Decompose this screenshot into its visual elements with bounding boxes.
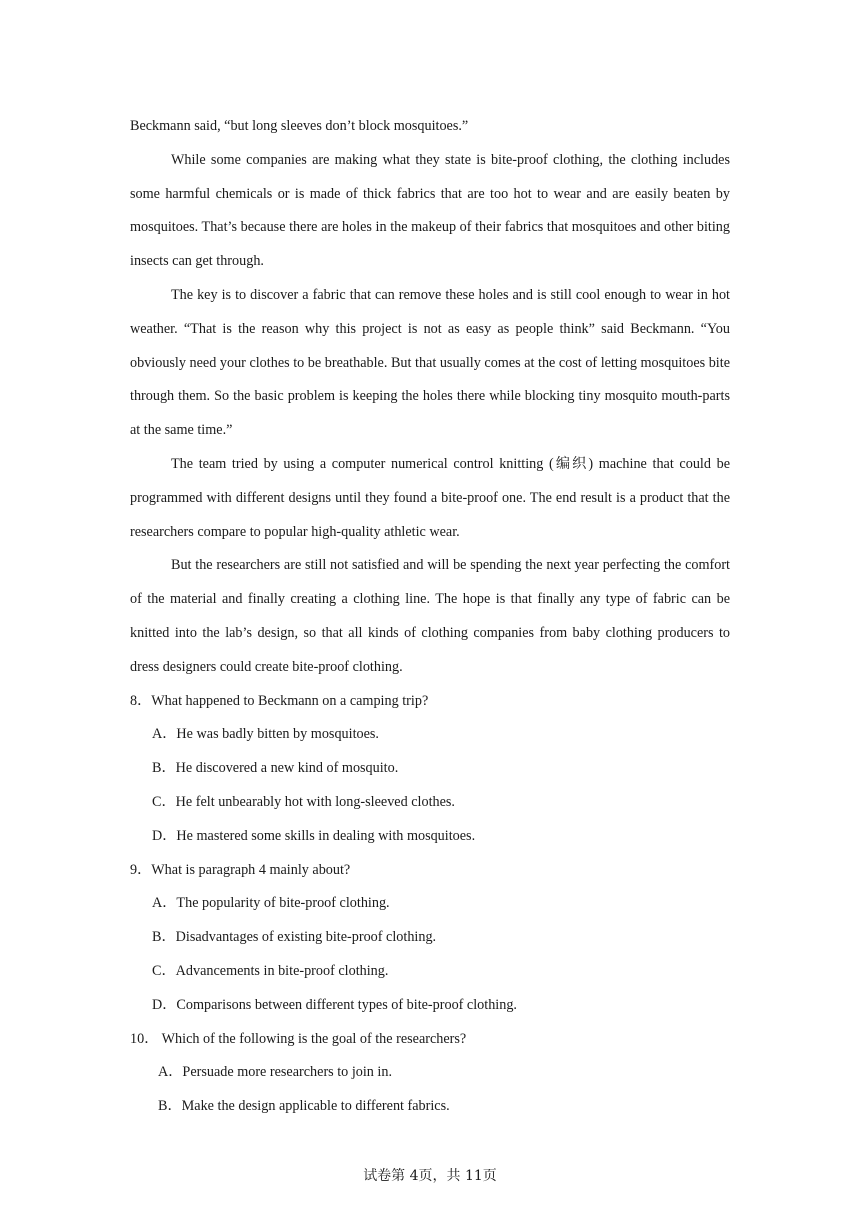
passage-paragraph: But the researchers are still not satisfied and will be spending the next year perfecting the comfort of the material and finally creating a clothing line. The hope is that finally any type of fabric can be knitted into the lab’s design, so that all kinds of clothing companies from baby clothing producers to dress designers could create bite-proof clothing. [130,557,730,675]
question-10 [130,1023,730,1124]
answer-option-a: A．He was badly bitten by mosquitoes. [152,726,379,743]
answer-option-a: A．Persuade more researchers to join in. [158,1064,393,1081]
answer-option-b: B．Make the design applicable to different fabrics. [158,1098,450,1115]
answer-option-d: D．He mastered some skills in dealing with mosquitoes. [152,827,476,844]
question-8 [130,685,730,854]
answer-option-d: D．Comparisons between different types of bite-proof clothing. [152,996,517,1013]
answer-option-c: C．Advancements in bite-proof clothing. [152,962,389,979]
passage-paragraph: While some companies are making what they state is bite-proof clothing, the clothing includes some harmful chemicals or is made of thick fabrics that are too hot to wear and are easily beaten by mosquitoes. That’s because there are holes in the makeup of their fabrics that mosquitoes and other biting insects can get through. [130,151,730,270]
answer-option-a: A．The popularity of bite-proof clothing. [152,895,390,912]
answer-option-c: C．He felt unbearably hot with long-sleeved clothes. [152,793,455,810]
page-content [130,110,730,1124]
question-9 [130,854,730,1023]
passage-paragraph: Beckmann said, “but long sleeves don’t block mosquitoes.” [130,118,469,134]
question-stem: 10． Which of the following is the goal of the researchers? [130,1030,467,1047]
answer-option-b: B．He discovered a new kind of mosquito. [152,760,399,777]
passage-paragraph: The team tried by using a computer numerical control knitting (编织) machine that could be programmed with different designs until they found a bite-proof one. The end result is a product that the researchers compare to popular high-quality athletic wear. [130,455,730,540]
question-stem: 9．What is paragraph 4 mainly about? [130,861,351,878]
passage-paragraph: The key is to discover a fabric that can remove these holes and is still cool enough to wear in hot weather. “That is the reason why this project is not as easy as people think” said Beckmann. “You obviously need your clothes to be breathable. But that usually comes at the cost of letting mosquitoes bite through them. So the basic problem is keeping the holes there while blocking tiny mosquito mouth-parts at the same time.” [130,286,730,439]
answer-option-b: B．Disadvantages of existing bite-proof clothing. [152,929,437,946]
page-footer: 试卷第 4页，共 11页 [363,1168,497,1184]
question-stem: 8．What happened to Beckmann on a camping trip? [130,692,429,709]
